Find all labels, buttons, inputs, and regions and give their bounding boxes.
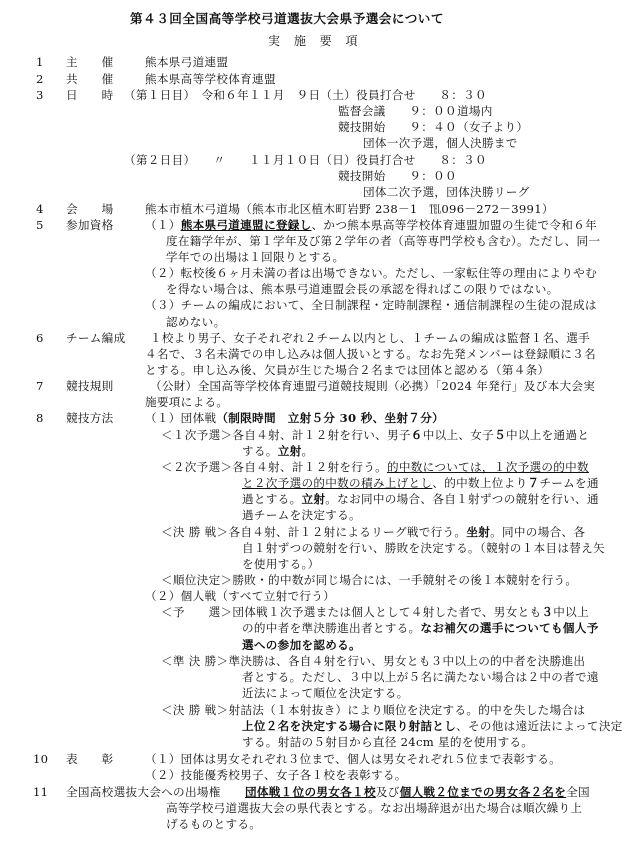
text-span: する。 [242, 444, 278, 458]
doc-line-day1-a [124, 88, 487, 102]
doc-line-m1-p1-a [161, 428, 589, 442]
text-span: ５ [494, 428, 506, 442]
doc-line-item-7 [36, 379, 44, 393]
doc-title: 第４３回全国高等学校弓道選抜大会県予選会について [130, 11, 444, 26]
text-span: ＜準 決 勝＞準決勝は、各自４射を行い、男女とも３中以上の的中者を決勝進出 [161, 654, 586, 668]
text-span: チーム編成 [66, 331, 126, 345]
doc-line-item-7-label [66, 379, 114, 393]
doc-line-item-1 [36, 55, 44, 69]
doc-line-item-10 [33, 752, 48, 766]
text-span: （２）転校後６ヶ月未満の者は出場できない。ただし、一家転住等の理由によりやむ [145, 266, 597, 280]
text-span: （２）技能優秀校男子、女子各１校を表彰する。 [145, 768, 407, 782]
doc-line-item-4-label [66, 202, 114, 216]
doc-line-m1-p2-c [242, 492, 599, 506]
doc-line-team-c [145, 363, 549, 377]
doc-line-q1-b [166, 234, 600, 248]
text-span: の的中者を準決勝進出者とする。 [242, 621, 421, 635]
text-span: ７ [527, 476, 540, 490]
doc-line-item-8 [36, 411, 44, 425]
text-span: 全国 [566, 785, 590, 799]
text-span: 、かつ熊本県高等学校体育連盟加盟の生徒で令和６年 [311, 218, 597, 232]
text-span: 11 [33, 785, 49, 799]
doc-line-q3-a [145, 298, 597, 312]
doc-line-q2-b [166, 282, 559, 296]
text-span: 熊本県弓道連盟に登録し [180, 218, 312, 232]
text-span: 中以上 [553, 605, 589, 619]
text-span: 3 [36, 88, 44, 102]
text-span: 、その他は遠近法によって決定 [456, 719, 623, 733]
text-span: 競技方法 [66, 411, 114, 425]
doc-line-item-3-label [66, 88, 114, 102]
text-span: ４名で、３名未満での申し込みは個人扱いとする。なお先発メンバーは登録順に３名 [145, 347, 596, 361]
doc-line-item-8-label [66, 411, 114, 425]
doc-line-item-1-label [66, 55, 114, 69]
doc-line-m2-s-c [242, 686, 409, 700]
text-span: する。射詰の５射目から直径 24cm 星的を使用する。 [242, 735, 534, 749]
text-span: 熊本県高等学校体育連盟 [145, 72, 276, 86]
text-span: 参加資格 [66, 218, 114, 232]
text-span: （制限時間 立射５分 30 秒、坐射７分） [216, 411, 444, 425]
text-span: 近法によって順位を決定する。 [242, 686, 409, 700]
text-span: 中以上を通過と [505, 428, 590, 442]
text-span: 個人戦２位までの男女各２名を [399, 785, 567, 799]
text-span: げるものとする。 [166, 817, 262, 831]
doc-line-item-5 [36, 218, 44, 232]
doc-line-item-2 [36, 72, 44, 86]
text-span: チームを通 [539, 476, 599, 490]
doc-line-day2-a [124, 153, 487, 167]
doc-line-q1-c [166, 250, 344, 264]
text-span: 施要項による。 [145, 395, 229, 409]
doc-line-m1-p2-b [242, 476, 599, 490]
doc-line-q1-a [145, 218, 597, 232]
doc-line-m1-f-c [242, 557, 319, 571]
text-span: （１）団体は男女それぞれ３位まで、個人は男女それぞれ５位まで表彰する。 [145, 752, 562, 766]
doc-line-m2-y-c [242, 638, 361, 652]
doc-line-m2-f-c [242, 735, 533, 749]
text-span: 団体一次予選，個人決勝まで [363, 136, 518, 150]
doc-line-q2-a [145, 266, 597, 280]
text-span: ＜決 勝 戦＞射詰法（１本射抜き）により順位を決定する。的中を失した場合は [161, 703, 586, 717]
text-span: とする。申し込み後、欠員が生じた場合２名までは団体と認める（第４条） [145, 363, 550, 377]
text-span: 及び [375, 785, 400, 799]
text-span: ＜決 勝 戦＞各自４射、計１２射によるリーグ戦で行う。 [161, 525, 467, 539]
text-span: 熊本市植木弓道場（熊本市北区植木町岩野 238－1 ℡096－272－3991） [145, 202, 554, 216]
doc-line-m2-f-b [242, 719, 623, 733]
text-span: 立射 [277, 444, 302, 458]
text-span: 熊本県弓道連盟 [145, 55, 229, 69]
text-span: ＜予 選＞団体戦１次予選または個人として４射した者で、男女とも [161, 605, 542, 619]
doc-line-item-2-label [66, 72, 114, 86]
doc-line-item-10-label [66, 752, 114, 766]
text-span: 者とする。ただし、３中以上が５名に満たない場合は２中の者で遠 [242, 670, 599, 684]
text-span: （第２日目） 〃 １１月１０日（日）役員打合せ ８：３０ [124, 153, 487, 167]
text-span: ３ [541, 605, 554, 619]
text-span: 。なお同中の場合、各自１射ずつの競射を行い、通 [325, 492, 599, 506]
text-span: 2 [36, 72, 44, 86]
text-span: 認めない。 [166, 315, 226, 329]
text-span: 全国高校選抜大会への出場権 [66, 785, 221, 799]
text-span: 。 [301, 444, 314, 458]
doc-line-item-6-label [66, 331, 125, 345]
text-span: 4 [36, 202, 44, 216]
doc-line-day1-b [338, 104, 493, 118]
doc-line-rule-a [150, 379, 595, 393]
text-span: 過チームを決定する。 [242, 508, 361, 522]
text-span: と２次予選の的中数の積み上げとし [242, 476, 433, 490]
doc-line-m1-p1-b [242, 444, 313, 458]
text-span: を得ない場合は、熊本県弓道連盟会長の承認を得ればこの限りではない。 [166, 282, 559, 296]
doc-line-m1-p2-d [242, 508, 361, 522]
text-span: 8 [36, 411, 44, 425]
text-span: 的中数については，１次予選の的中数 [386, 460, 589, 474]
text-span: 坐射 [466, 525, 491, 539]
text-span: （３）チームの編成において、全日制課程・定時制課程・通信制課程の生徒の混成は [145, 298, 597, 312]
doc-line-m2-s-a [161, 654, 585, 668]
text-span: 、的中数上位より [432, 476, 528, 490]
text-span: 過とする。 [242, 492, 302, 506]
doc-line-nat-c [166, 817, 261, 831]
text-span: 共 催 [66, 72, 114, 86]
doc-line-item-6 [36, 331, 44, 345]
doc-line-day2-c [363, 185, 530, 199]
text-span: １校より男子、女子それぞれ２チーム以内とし、１チームの編成は監督１名、選手 [150, 331, 591, 345]
text-span: 主 催 [66, 55, 114, 69]
text-span: 5 [36, 218, 44, 232]
text-span: ＜２次予選＞各自４射、計１２射を行う。 [161, 460, 387, 474]
doc-line-award-b [145, 768, 407, 782]
doc-line-item-2-value [145, 72, 276, 86]
text-span: ６ [410, 428, 423, 442]
text-span: 競技開始 ９：００ [338, 169, 457, 183]
doc-line-nat-a [245, 785, 590, 799]
doc-line-m2-y-b [242, 621, 599, 635]
text-span: 学年での出場は１回限りとする。 [166, 250, 345, 264]
text-span: 高等学校弓道選抜大会の県代表とする。なお出場辞退が出た場合は順次繰り上 [166, 801, 583, 815]
doc-line-rule-b [145, 395, 228, 409]
text-span: を使用する。） [242, 557, 320, 571]
text-span: 日 時 [66, 88, 114, 102]
text-span: 。同中の場合、各 [490, 525, 586, 539]
doc-line-item-3 [36, 88, 44, 102]
doc-line-item-4 [36, 202, 44, 216]
text-span: （第１日目） 令和６年１１月 ９日（土）役員打合せ ８：３０ [124, 88, 487, 102]
doc-line-m1-f-b [242, 541, 605, 555]
text-span: （２）個人戦（すべて立射で行う） [145, 589, 336, 603]
text-span: （公財）全国高等学校体育連盟弓道競技規則（必携）「2024 年発行」及び本大会実 [150, 379, 596, 393]
doc-line-item-5-label [66, 218, 114, 232]
text-span: なお補欠の選手についても個人予 [420, 621, 599, 635]
text-span: ＜１次予選＞各自４射、計１２射を行い、男子 [161, 428, 411, 442]
text-span: ＜順位決定＞勝敗・的中数が同じ場合には、一手競射その後１本競射を行う。 [161, 573, 578, 587]
doc-line-m2-y-a [161, 605, 589, 619]
text-span: 度在籍学年が、第１学年及び第２学年の者（高等専門学校も含む）。ただし、同一 [166, 234, 601, 248]
text-span: 競技規則 [66, 379, 114, 393]
doc-line-item-11 [33, 785, 48, 799]
doc-line-team-b [145, 347, 596, 361]
text-span: 立射 [301, 492, 326, 506]
text-span: 10 [33, 752, 49, 766]
text-span: 上位２名を決定する場合に限り射詰とし [242, 719, 457, 733]
doc-line-award-a [145, 752, 561, 766]
doc-line-day1-c [338, 120, 528, 134]
doc-line-q3-b [166, 315, 225, 329]
text-span: 自１射ずつの競射を行い、勝敗を決定する。（競射の１本目は替え矢 [242, 541, 605, 555]
doc-line-m1 [145, 411, 444, 425]
doc-line-item-4-value [145, 202, 554, 216]
text-span: 中以上、女子 [422, 428, 495, 442]
text-span: 監督会議 ９：００道場内 [338, 104, 493, 118]
text-span: 選への参加を認める。 [242, 638, 361, 652]
text-span: 7 [36, 379, 44, 393]
text-span: 競技開始 ９：４０（女子より） [338, 120, 529, 134]
doc-line-item-11-label-a [66, 785, 221, 799]
doc-line-team-a [150, 331, 590, 345]
doc-line-nat-b [166, 801, 582, 815]
doc-line-m1-p2-a [161, 460, 589, 474]
text-span: 6 [36, 331, 44, 345]
text-span: 団体戦１位の男女各１校 [245, 785, 376, 799]
text-span: （１） [145, 218, 181, 232]
doc-line-day1-d [363, 136, 518, 150]
doc-line-m2-s-b [242, 670, 599, 684]
text-span: 会 場 [66, 202, 114, 216]
text-span: 1 [36, 55, 44, 69]
doc-line-m2 [145, 589, 335, 603]
doc-subtitle: 実 施 要 項 [268, 34, 363, 48]
text-span: 団体二次予選，団体決勝リーグ [363, 185, 530, 199]
text-span: 表 彰 [66, 752, 114, 766]
doc-line-m1-f-a [161, 525, 585, 539]
doc-line-day2-b [338, 169, 457, 183]
text-span: （１）団体戦 [145, 411, 217, 425]
doc-line-m1-r [161, 573, 577, 587]
doc-line-item-1-value [145, 55, 228, 69]
doc-line-m2-f-a [161, 703, 585, 717]
